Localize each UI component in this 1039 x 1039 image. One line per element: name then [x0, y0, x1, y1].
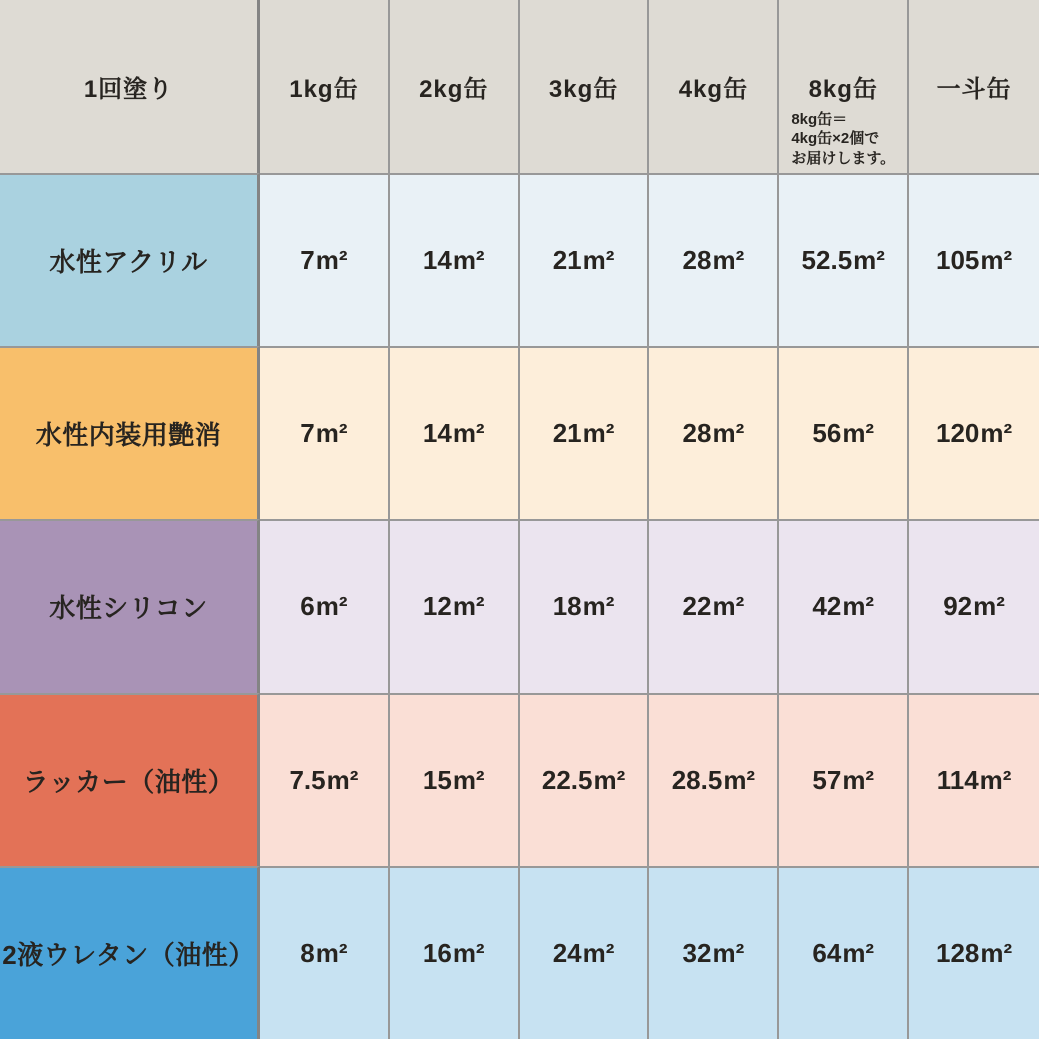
- coverage-value-cell: 16 m²: [390, 866, 520, 1039]
- coverage-value-cell: 57 m²: [779, 693, 909, 866]
- coverage-value-cell: 12 m²: [390, 519, 520, 692]
- coverage-value-cell: 28.5 m²: [649, 693, 779, 866]
- coverage-value-cell: 52.5 m²: [779, 173, 909, 346]
- coverage-value-cell: 8 m²: [260, 866, 390, 1039]
- coverage-value-cell: 120 m²: [909, 346, 1039, 519]
- coverage-value-cell: 15 m²: [390, 693, 520, 866]
- row-label: 水性アクリル: [0, 173, 260, 346]
- first-col-title: 1回塗り: [83, 76, 174, 103]
- coverage-value-cell: 14 m²: [390, 346, 520, 519]
- coverage-value-cell: 114 m²: [909, 693, 1039, 866]
- row-label: 2液ウレタン（油性）: [0, 866, 260, 1039]
- coverage-value-cell: 42 m²: [779, 519, 909, 692]
- coverage-value-cell: 7 m²: [260, 173, 390, 346]
- coverage-value-cell: 7 m²: [260, 346, 390, 519]
- coverage-value-cell: 128 m²: [909, 866, 1039, 1039]
- header-8kg-note: 8kg缶＝ 4kg缶×2個で お届けします。: [791, 110, 896, 167]
- coverage-value-cell: 22.5 m²: [520, 693, 650, 866]
- coverage-value-cell: 105 m²: [909, 173, 1039, 346]
- coverage-value-cell: 92 m²: [909, 519, 1039, 692]
- coverage-value-cell: 14 m²: [390, 173, 520, 346]
- header-itto-can: 一斗缶: [909, 0, 1039, 173]
- header-2kg-can: 2kg缶: [390, 0, 520, 173]
- coverage-value-cell: 21 m²: [520, 346, 650, 519]
- coverage-value-cell: 28 m²: [649, 346, 779, 519]
- coverage-value-cell: 28 m²: [649, 173, 779, 346]
- coverage-value-cell: 64 m²: [779, 866, 909, 1039]
- coverage-value-cell: 56 m²: [779, 346, 909, 519]
- coverage-value-cell: 32 m²: [649, 866, 779, 1039]
- coverage-value-cell: 6 m²: [260, 519, 390, 692]
- header-1kg-can: 1kg缶: [260, 0, 390, 173]
- coverage-value-cell: 18 m²: [520, 519, 650, 692]
- row-label: ラッカー（油性）: [0, 693, 260, 866]
- coverage-value-cell: 21 m²: [520, 173, 650, 346]
- coverage-value-cell: 24 m²: [520, 866, 650, 1039]
- header-3kg-can: 3kg缶: [520, 0, 650, 173]
- coverage-value-cell: 7.5 m²: [260, 693, 390, 866]
- row-label: 水性シリコン: [0, 519, 260, 692]
- header-first-col: [0, 0, 260, 173]
- header-4kg-can: 4kg缶: [649, 0, 779, 173]
- row-label: 水性内装用艶消: [0, 346, 260, 519]
- header-8kg-can: 8kg缶 8kg缶＝ 4kg缶×2個で お届けします。: [779, 0, 909, 173]
- coverage-value-cell: 22 m²: [649, 519, 779, 692]
